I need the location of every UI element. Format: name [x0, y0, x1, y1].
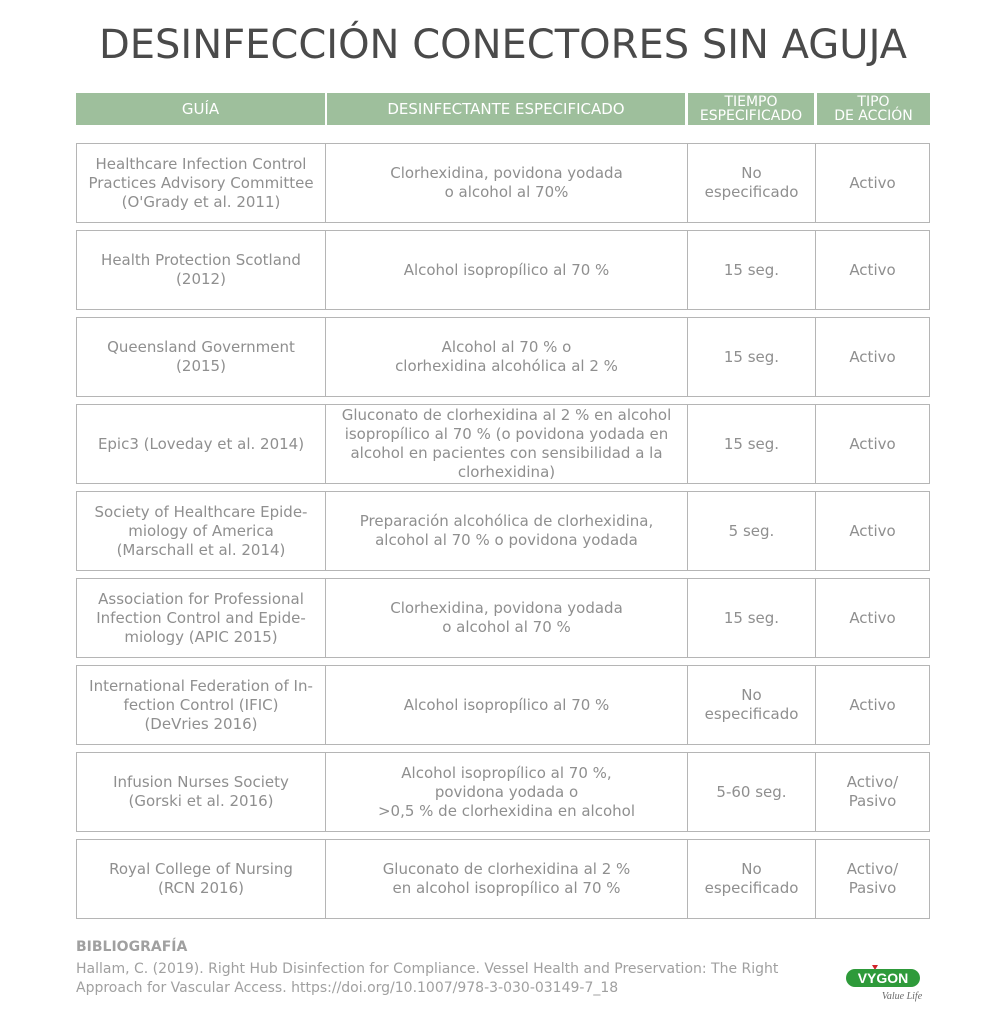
- cell-tipo-text: Activo: [849, 347, 896, 366]
- cell-tiempo-text: 15 seg.: [723, 608, 780, 627]
- cell-tiempo: [687, 752, 816, 832]
- cell-tipo: [815, 839, 930, 919]
- cell-tiempo: [687, 143, 816, 223]
- cell-tipo-text: Activo: [849, 695, 896, 714]
- cell-tipo: [815, 143, 930, 223]
- cell-tipo: [815, 317, 930, 397]
- cell-tipo: [815, 404, 930, 484]
- cell-tiempo-text: No especificado: [704, 164, 799, 201]
- cell-tiempo-text: 15 seg.: [723, 434, 780, 453]
- cell-desinfectante: [325, 578, 688, 658]
- cell-tiempo-text: 5 seg.: [728, 521, 775, 540]
- header-tipo: TIPO DE ACCIÓN: [817, 93, 930, 125]
- cell-guia: [76, 404, 326, 484]
- cell-tipo-text: Activo/ Pasivo: [846, 860, 899, 897]
- cell-desinfectante: [325, 143, 688, 223]
- cell-tiempo: [687, 230, 816, 310]
- cell-guia-text: Association for Professional Infection Control and Epide- miology (APIC 2015): [96, 589, 306, 646]
- cell-desinfectante-text: Alcohol isopropílico al 70 %, povidona yodada o >0,5 % de clorhexidina en alcohol: [377, 763, 636, 820]
- logo-tagline-text: Value Life: [881, 991, 923, 1002]
- cell-desinfectante: [325, 752, 688, 832]
- cell-guia-text: Society of Healthcare Epide- miology of America (Marschall et al. 2014): [94, 502, 308, 559]
- cell-tiempo: [687, 491, 816, 571]
- cell-desinfectante-text: Alcohol isopropílico al 70 %: [403, 695, 610, 714]
- header-tiempo: TIEMPO ESPECIFICADO: [688, 93, 814, 125]
- cell-tipo-text: Activo: [849, 260, 896, 279]
- cell-guia-text: Epic3 (Loveday et al. 2014): [97, 434, 305, 453]
- cell-desinfectante: [325, 230, 688, 310]
- cell-guia: [76, 839, 326, 919]
- header-desinfectante: DESINFECTANTE ESPECIFICADO: [327, 93, 685, 125]
- cell-guia: [76, 491, 326, 571]
- cell-tipo: [815, 578, 930, 658]
- logo-brand-text: VYGON: [857, 970, 909, 986]
- cell-tipo-text: Activo: [849, 173, 896, 192]
- cell-tiempo-text: 15 seg.: [723, 347, 780, 366]
- cell-guia-text: Health Protection Scotland (2012): [101, 251, 301, 288]
- cell-tiempo: [687, 665, 816, 745]
- cell-desinfectante-text: Gluconato de clorhexidina al 2 % en alcohol isopropílico al 70 % (o povidona yodada en alcohol en pacientes con sensibilidad a la clorhexidina): [341, 406, 672, 481]
- cell-desinfectante-text: Alcohol al 70 % o clorhexidina alcohólica al 2 %: [395, 338, 618, 375]
- cell-tipo: [815, 230, 930, 310]
- cell-desinfectante: [325, 404, 688, 484]
- cell-guia-text: Infusion Nurses Society (Gorski et al. 2016): [113, 773, 289, 810]
- cell-desinfectante: [325, 491, 688, 571]
- cell-tipo-text: Activo: [849, 608, 896, 627]
- bibliography-heading: BIBLIOGRAFÍA: [76, 939, 188, 955]
- cell-tiempo: [687, 839, 816, 919]
- cell-tipo: [815, 665, 930, 745]
- cell-tiempo: [687, 578, 816, 658]
- cell-tiempo: [687, 404, 816, 484]
- cell-guia: [76, 665, 326, 745]
- cell-desinfectante-text: Alcohol isopropílico al 70 %: [403, 260, 610, 279]
- cell-desinfectante-text: Clorhexidina, povidona yodada o alcohol al 70%: [390, 164, 623, 201]
- cell-tipo: [815, 752, 930, 832]
- cell-guia-text: Royal College of Nursing (RCN 2016): [109, 860, 293, 897]
- vygon-logo: [842, 963, 934, 1003]
- cell-guia-text: Healthcare Infection Control Practices Advisory Committee (O'Grady et al. 2011): [88, 154, 314, 211]
- cell-guia-text: Queensland Government (2015): [107, 338, 295, 375]
- page-title: DESINFECCIÓN CONECTORES SIN AGUJA: [98, 22, 908, 68]
- cell-guia: [76, 752, 326, 832]
- cell-tipo-text: Activo/ Pasivo: [846, 773, 899, 810]
- cell-desinfectante: [325, 665, 688, 745]
- cell-tipo-text: Activo: [849, 521, 896, 540]
- header-guia: GUÍA: [76, 93, 325, 125]
- bibliography-text: Hallam, C. (2019). Right Hub Disinfection for Compliance. Vessel Health and Preservation: The Right Approach for Vascular Access. https://doi.org/10.1007/978-3-030-03149-7_18: [76, 961, 779, 996]
- cell-desinfectante: [325, 317, 688, 397]
- cell-desinfectante-text: Preparación alcohólica de clorhexidina, alcohol al 70 % o povidona yodada: [359, 512, 654, 549]
- cell-tipo-text: Activo: [849, 434, 896, 453]
- cell-tiempo-text: 15 seg.: [723, 260, 780, 279]
- cell-tiempo: [687, 317, 816, 397]
- cell-tiempo-text: No especificado: [704, 686, 799, 723]
- cell-guia: [76, 578, 326, 658]
- cell-desinfectante-text: Gluconato de clorhexidina al 2 % en alcohol isopropílico al 70 %: [382, 860, 631, 897]
- cell-guia: [76, 317, 326, 397]
- cell-tipo: [815, 491, 930, 571]
- cell-desinfectante: [325, 839, 688, 919]
- cell-guia: [76, 143, 326, 223]
- cell-tiempo-text: 5-60 seg.: [716, 782, 787, 801]
- cell-guia-text: International Federation of In- fection Control (IFIC) (DeVries 2016): [89, 676, 313, 733]
- cell-desinfectante-text: Clorhexidina, povidona yodada o alcohol al 70 %: [390, 599, 623, 636]
- cell-tiempo-text: No especificado: [704, 860, 799, 897]
- cell-guia: [76, 230, 326, 310]
